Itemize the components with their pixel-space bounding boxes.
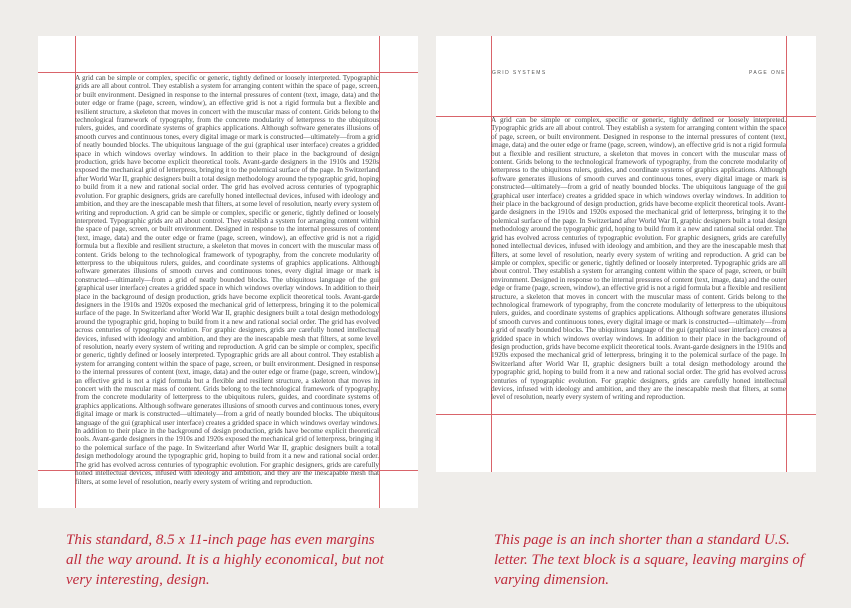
- body-text: A grid can be simple or complex, specific or generic, tightly defined or loosely interpreted. Typographic grids are all about control. They establish a system for arranging content within the space of page, screen, or built environment. Designed in response to the internal pressures of content (text, image, data) and the outer edge or frame (page, screen, window), an effective grid is not a rigid formula but a flexible and resilient structure, a skeleton that moves in concert with the muscular mass of content. Grids belong to the technological framework of typography, from the concrete modularity of letterpress to the ubiquitous rulers, guides, and coordinate systems of graphics applications. Although software generates illusions of smooth curves and continuous tones, every digital image or mark is constructed—ultimately—from a grid of neatly bounded blocks. The ubiquitous language of the gui (graphical user interface) creates a gridded space in which windows overlay windows. In addition to their place in the background of design production, grids have become explicit theoretical tools. Avant-garde designers in the 1910s and 1920s exposed the mechanical grid of letterpress, bringing it to the polemical surface of the page. In Switzerland after World War II, graphic designers built a total design methodology around the typographic grid, hoping to build from it a new and rational social order. The grid has evolved across centuries of typographic evolution. For graphic designers, grids are carefully honed intellectual devices, infused with ideology and ambition, and they are the inescapable mesh that filters, at some level of resolution, nearly every system of writing and reproduction.: [491, 249, 786, 402]
- running-head-left: GRID SYSTEMS: [492, 70, 547, 76]
- right-margin-guide: [786, 36, 787, 472]
- left-text-block: [75, 73, 379, 486]
- right-text-block: [491, 116, 786, 414]
- body-text: A grid can be simple or complex, specific or generic, tightly defined or loosely interpreted. Typographic grids are all about control. They establish a system for arranging content within the space of page, screen, or built environment. Designed in response to the internal pressures of content (text, image, data) and the outer edge or frame (page, screen, window), an effective grid is not a rigid formula but a flexible and resilient structure, a skeleton that moves in concert with the muscular mass of content. Grids belong to the technological framework of typography, from the concrete modularity of letterpress to the ubiquitous rulers, guides, and coordinate systems of graphics applications. Although software generates illusions of smooth curves and continuous tones, every digital image or mark is constructed—ultimately—from a grid of neatly bounded blocks. The ubiquitous language of the gui (graphical user interface) creates a gridded space in which windows overlay windows. In addition to their place in the background of design production, grids have become explicit theoretical tools. Avant-garde designers in the 1910s and 1920s exposed the mechanical grid of letterpress, bringing it to the polemical surface of the page. In Switzerland after World War II, graphic designers built a total design methodology around the typographic grid, hoping to build from it a new and rational social order. The grid has evolved across centuries of typographic evolution. For graphic designers, grids are carefully honed intellectual devices, infused with ideology and ambition, and they are the inescapable mesh that filters, at some level of resolution, nearly every system of writing and reproduction.: [491, 115, 786, 259]
- left-page: [38, 36, 418, 508]
- right-margin-guide: [379, 36, 380, 508]
- right-caption: This page is an inch shorter than a standard U.S. letter. The text block is a square, leaving margins of varying dimension.: [494, 532, 805, 588]
- body-text: A grid can be simple or complex, specific or generic, tightly defined or loosely interpreted. Typographic grids are all about control. They establish a system for arranging content within the space of page, screen, or built environment. Designed in response to the internal pressures of content (text, image, data) and the outer edge or frame (page, screen, window), an effective grid is not a rigid formula but a flexible and resilient structure, a skeleton that moves in concert with the muscular mass of content. Grids belong to the technological framework of typography, from the concrete modularity of letterpress to the ubiquitous rulers, guides, and coordinate systems of graphics applications. Although software generates illusions of smooth curves and continuous tones, every digital image or mark is constructed—ultimately—from a grid of neatly bounded blocks. The ubiquitous language of the gui (graphical user interface) creates a gridded space in which windows overlay windows. In addition to their place in the background of design production, grids have become explicit theoretical tools. Avant-garde designers in the 1910s and 1920s exposed the mechanical grid of letterpress, bringing it to the polemical surface of the page. In Switzerland after World War II, graphic designers built a total design methodology around the typographic grid, hoping to build from it a new and rational social order. The grid has evolved across centuries of typographic evolution. For graphic designers, grids are carefully honed intellectual devices, infused with ideology and ambition, and they are the inescapable mesh that filters, at some level of resolution, nearly every system of writing and reproduction.: [75, 207, 379, 351]
- body-text: A grid can be simple or complex, specific or generic, tightly defined or loosely interpreted. Typographic grids are all about control. They establish a system for arranging content within the space of page, screen, or built environment. Designed in response to the internal pressures of content (text, image, data) and the outer edge or frame (page, screen, window), an effective grid is not a rigid formula but a flexible and resilient structure, a skeleton that moves in concert with the muscular mass of content. Grids belong to the technological framework of typography, from the concrete modularity of letterpress to the ubiquitous rulers, guides, and coordinate systems of graphics applications. Although software generates illusions of smooth curves and continuous tones, every digital image or mark is constructed—ultimately—from a grid of neatly bounded blocks. The ubiquitous language of the gui (graphical user interface) creates a gridded space in which windows overlay windows. In addition to their place in the background of design production, grids have become explicit theoretical tools. Avant-garde designers in the 1910s and 1920s exposed the mechanical grid of letterpress, bringing it to the polemical surface of the page. In Switzerland after World War II, graphic designers built a total design methodology around the typographic grid, hoping to build from it a new and rational social order. The grid has evolved across centuries of typographic evolution. For graphic designers, grids are carefully honed intellectual devices, infused with ideology and ambition, and they are the inescapable mesh that filters, at some level of resolution, nearly every system of writing and reproduction.: [75, 342, 379, 486]
- right-page: [436, 36, 816, 472]
- body-text: A grid can be simple or complex, specific or generic, tightly defined or loosely interpreted. Typographic grids are all about control. They establish a system for arranging content within the space of page, screen, or built environment. Designed in response to the internal pressures of content (text, image, data) and the outer edge or frame (page, screen, window), an effective grid is not a rigid formula but a flexible and resilient structure, a skeleton that moves in concert with the muscular mass of content. Grids belong to the technological framework of typography, from the concrete modularity of letterpress to the ubiquitous rulers, guides, and coordinate systems of graphics applications. Although software generates illusions of smooth curves and continuous tones, every digital image or mark is constructed—ultimately—from a grid of neatly bounded blocks. The ubiquitous language of the gui (graphical user interface) creates a gridded space in which windows overlay windows. In addition to their place in the background of design production, grids have become explicit theoretical tools. Avant-garde designers in the 1910s and 1920s exposed the mechanical grid of letterpress, bringing it to the polemical surface of the page. In Switzerland after World War II, graphic designers built a total design methodology around the typographic grid, hoping to build from it a new and rational social order. The grid has evolved across centuries of typographic evolution. For graphic designers, grids are carefully honed intellectual devices, infused with ideology and ambition, and they are the inescapable mesh that filters, at some level of resolution, nearly every system of writing and reproduction.: [75, 73, 379, 217]
- running-head-right: PAGE ONE: [749, 70, 786, 76]
- bottom-margin-guide: [436, 414, 816, 415]
- left-caption: This standard, 8.5 x 11-inch page has even margins all the way around. It is a highly economical, but not very interesting, design.: [66, 532, 384, 588]
